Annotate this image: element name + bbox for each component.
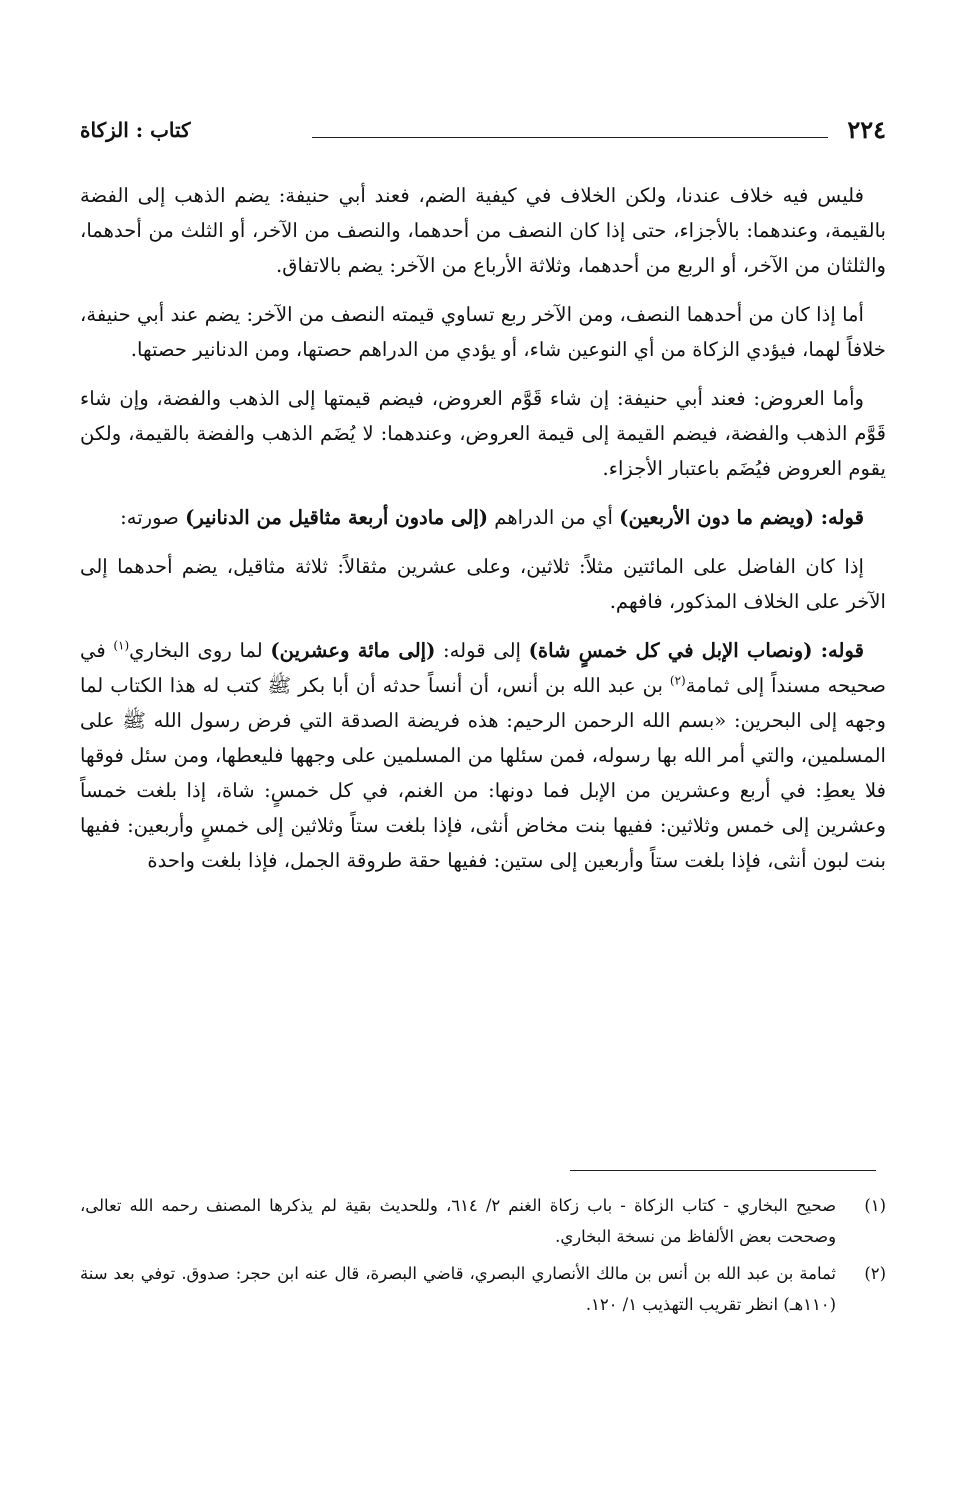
footnote-ref-1: (١) [113,638,130,653]
footnote-number: (١) [864,1196,886,1215]
footnote-ref-2: (٢) [669,673,686,688]
paragraph-text: أي من الدراهم [488,506,620,529]
paragraph-6 [80,633,886,878]
paragraph-text: لما روى البخاري [129,639,271,662]
paragraph-text: في صحيحه مسنداً إلى ثمامة [80,639,886,697]
paragraph-text: إلى قوله: [435,639,529,662]
footnote-1 [80,1190,886,1252]
footnote-2 [80,1258,886,1320]
paragraph-text: صورته: [120,506,186,529]
quote-heading: (إلى مادون أربعة مثاقيل من الدنانير) [185,506,489,529]
footnote-number: (٢) [864,1264,886,1283]
paragraph-text: بن عبد الله بن أنس، أن أنساً حدثه أن أبا بكر ﷺ كتب له هذا الكتاب لما وجهه إلى البحرين: «بسم الله الرحمن الرحيم: هذه فريضة الصدقة التي فرض رسول الله ﷺ على المسلمين، والتي أمر الله بها رسوله، فمن سئلها من المسلمين على وجهها فليعطها، ومن سئل فوقها فلا يعطِ: في أربع وعشرين من الإبل فما دونها: من الغنم، في كل خمسٍ: شاة، إذا بلغت خمساً وعشرين إلى خمس وثلاثين: ففيها بنت مخاض أنثى، فإذا بلغت ستاً وثلاثين إلى خمسٍ وأربعين: ففيها بنت لبون أنثى، فإذا بلغت ستاً وأربعين إلى ستين: ففيها حقة طروقة الجمل، فإذا بلغت واحدة [80,674,886,872]
quote-heading: قوله: (ونصاب الإبل في كل خمسٍ شاة) [528,639,864,662]
paragraph-4 [80,500,886,535]
paragraph-2: أما إذا كان من أحدهما النصف، ومن الآخر ربع تساوي قيمته النصف من الآخر: يضم عند أبي حنيفة، خلافاً لهما، فيؤدي الزكاة من أي النوعين شاء، أو يؤدي من الدراهم حصتها، ومن الدنانير حصتها. [80,303,886,361]
footnote-text: ثمامة بن عبد الله بن أنس بن مالك الأنصاري البصري، قاضي البصرة، قال عنه ابن حجر: صدوق. توفي بعد سنة (١١٠هـ) انظر تقريب التهذيب ١/ ١٢٠. [80,1264,836,1314]
header-rule [312,137,828,138]
footnote-rule [570,1170,876,1171]
running-title: كتاب : الزكاة [80,118,191,142]
paragraph-3: وأما العروض: فعند أبي حنيفة: إن شاء قَوَّم العروض، فيضم قيمتها إلى الذهب والفضة، وإن شاء قَوَّم الذهب والفضة، فيضم القيمة إلى قيمة العروض، وعندهما: لا يُضَم الذهب والفضة بالقيمة، ولكن يقوم العروض فيُضَم باعتبار الأجزاء. [80,387,886,480]
page-number: ٢٢٤ [847,115,886,144]
paragraph-1: فليس فيه خلاف عندنا، ولكن الخلاف في كيفية الضم، فعند أبي حنيفة: يضم الذهب إلى الفضة بالقيمة، وعندهما: بالأجزاء، حتى إذا كان النصف من أحدهما، والنصف من الآخر، أو الثلث من أحدهما، والثلثان من الآخر، أو الربع من أحدهما، وثلاثة الأرباع من الآخر: يضم بالاتفاق. [80,184,886,277]
quote-heading: (إلى مائة وعشرين) [270,639,436,662]
footnote-text: صحيح البخاري - كتاب الزكاة - باب زكاة الغنم ٢/ ٦١٤، وللحديث بقية لم يذكرها المصنف رحمه الله تعالى، وصححت بعض الألفاظ من نسخة البخاري. [80,1196,836,1246]
main-text [80,178,886,892]
page-header [80,112,886,148]
quote-heading: قوله: (ويضم ما دون الأربعين) [619,506,864,529]
paragraph-5: إذا كان الفاضل على المائتين مثلاً: ثلاثين، وعلى عشرين مثقالاً: ثلاثة مثاقيل، يضم أحدهما إلى الآخر على الخلاف المذكور، فافهم. [80,555,886,613]
footnotes [80,1190,886,1326]
